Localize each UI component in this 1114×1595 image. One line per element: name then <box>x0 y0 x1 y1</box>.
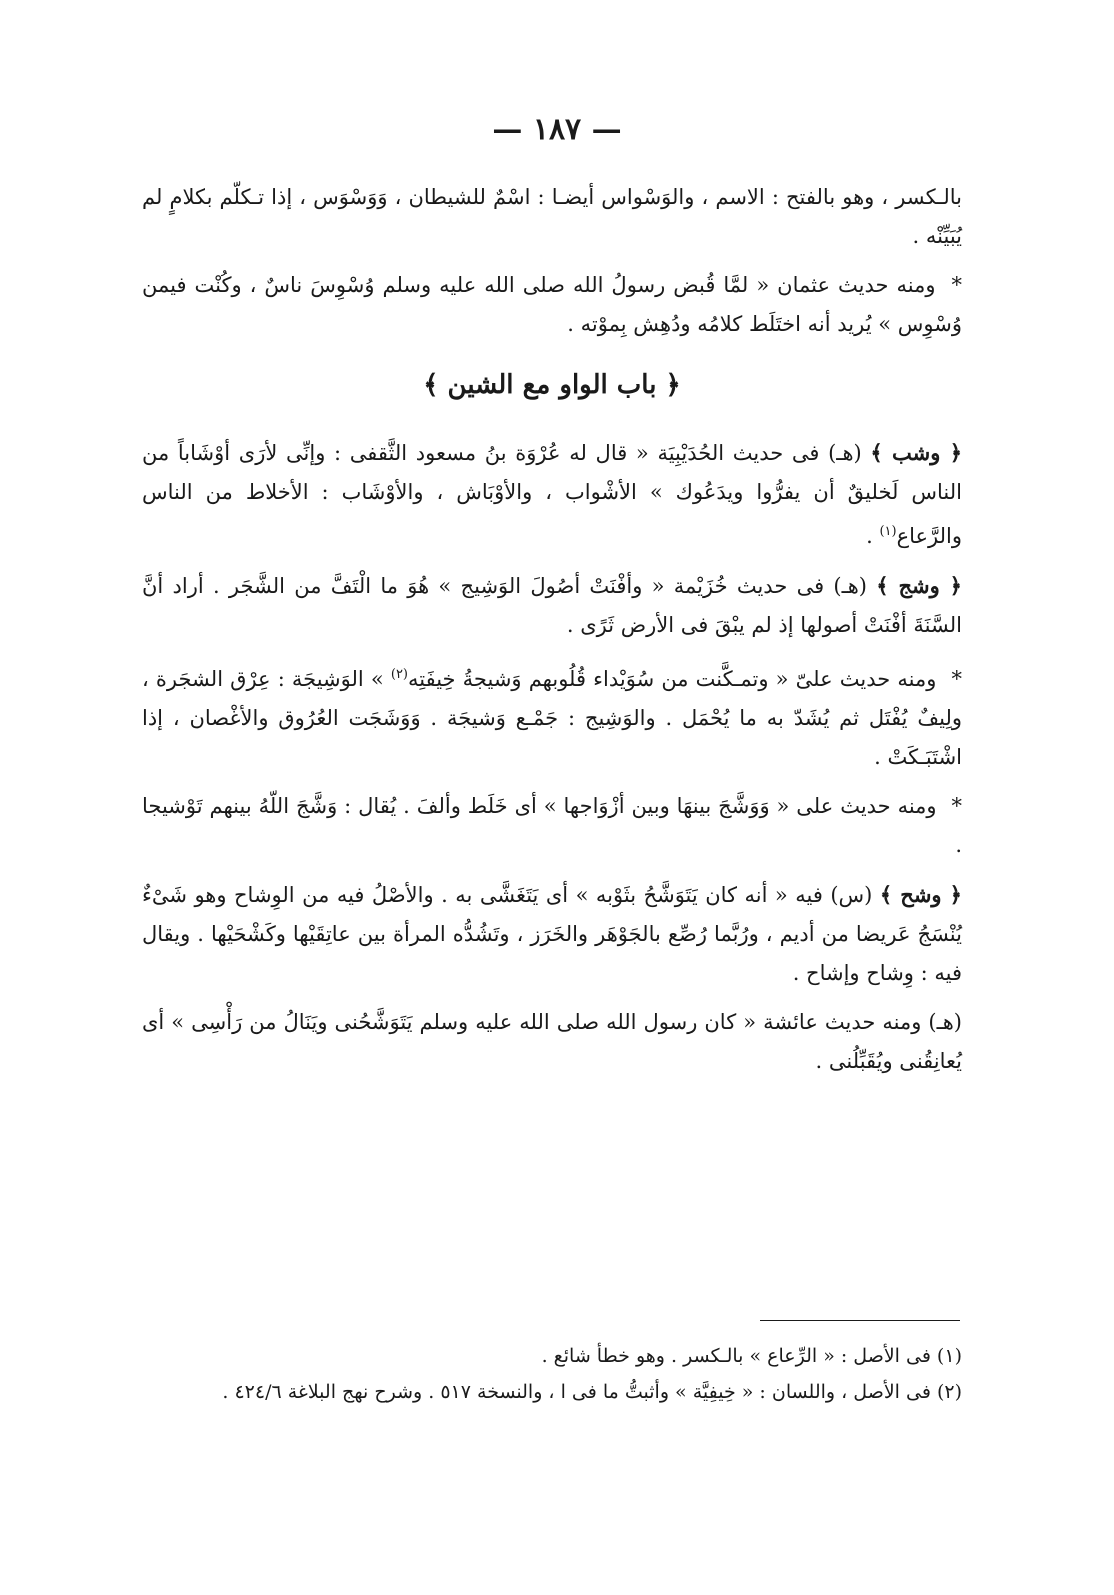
entry-text: ومنه حديث على « وَوَشَّجَ بينهَا وبين أزْوَاجها » أى خَلَط وألفَ . يُقال : وَشَّجَ اللّهُ بينهم تَوْشيجا . <box>142 794 962 857</box>
page-number: — ١٨٧ — <box>492 112 622 147</box>
paragraph-text: بالـكسر ، وهو بالفتح : الاسم ، والوَسْواس أيضـا : اسْمٌ للشيطان ، وَوَسْوَس ، إذا تـكلّم بكلامٍ لم يُبَيِّنْه . <box>142 185 962 248</box>
entry-lemma: ﴿ وشح ﴾ <box>879 882 962 907</box>
entry-washah <box>142 875 962 993</box>
paragraph-hadith-uthman <box>142 266 962 344</box>
footnote-1: (١) فى الأصل : « الرِّعاع » بالـكسر . وهو خطأ شائع . <box>541 1345 962 1367</box>
bullet-asterisk: * <box>951 273 962 297</box>
entry-washaj-sub1 <box>142 655 962 777</box>
entry-text: » الوَشِيجَة : عِرْق الشجَرة ، ولِيفٌ يُفْتَل ثم يُشَدّ به ما يُحْمَل . والوَشِيج : جَمْـع وَشيجَة . وَوَشَجَت العُرُوق والأغْصان ، إذا اشْتَبَـكَتْ . <box>142 667 962 769</box>
source-marker: (هـ) <box>928 1010 962 1034</box>
paragraph-waswas-end <box>142 178 962 256</box>
entry-washab: ﴿ وشب ﴾ (هـ) فى حديث الحُدَيْبِيَة « قال له عُرْوَة بنُ مسعود الثَّقفى : وإنِّى لأرَى أوْشَاباً من الناس لَخليقٌ أن يفرُّوا ويدَعُوك » الأشْواب ، والأوْبَاش ، والأوْشَاب : الأخلاط من الناس والرَّعاع$^{(١)}$ . <box>142 440 963 548</box>
entry-lemma: ﴿ وشج ﴾ <box>876 573 962 598</box>
entry-text: (س) فيه « أنه كان يَتَوَشَّحُ بثَوْبه » أى يَتَغَشَّى به . والأصْلُ فيه من الوِشاح وهو شَىْءٌ يُنْسَجُ عَريضا من أديم ، ورُبَّما رُصِّع بالجَوْهَر والخَرَز ، وتَشُدُّه المرأة بين عاتِقَيْها وكَشْحَيْها . ويقال فيه : وِشاح وإشاح . <box>142 883 962 985</box>
footnote-ref: (١) <box>879 524 897 539</box>
bullet-asterisk: * <box>951 667 962 691</box>
footnote-ref: (٢) <box>390 667 408 682</box>
section-heading: ﴿ باب الواو مع الشين ﴾ <box>423 370 681 400</box>
entry-washaj <box>142 566 962 645</box>
paragraph-text: ومنه حديث عثمان « لمَّا قُبض رسولُ الله صلى الله عليه وسلم وُسْوِسَ ناسٌ ، وكُنْت فيمن وُسْوِس » يُريد أنه اختَلَط كلامُه ودُهِش بِموْته . <box>142 273 962 336</box>
entry-text: (هـ) فى حديث الحُدَيْبِيَة « قال له عُرْوَة بنُ مسعود الثَّقفى : وإنِّى لأرَى أوْشَاباً من الناس لَخليقٌ أن يفرُّوا ويدَعُوك » الأشْواب ، والأوْبَاش ، والأوْشَاب : الأخلاط من الناس والرَّعاع <box>142 441 962 548</box>
footnote-separator <box>760 1320 960 1321</box>
entry-lemma: ﴿ وشب ﴾ <box>870 440 963 465</box>
footnotes <box>142 1338 962 1410</box>
entry-washah-sub <box>142 1003 962 1081</box>
entry-washaj-sub2 <box>142 787 962 865</box>
footnote-2: (٢) فى الأصل ، واللسان : « خِيفِيَّة » وأثبتُّ ما فى ا ، والنسخة ٥١٧ . وشرح نهج البلاغة ٤٢٤/٦ . <box>222 1381 962 1403</box>
entry-text: (هـ) فى حديث خُزَيْمة « وأفْنَتْ أصُولَ الوَشِيج » هُوَ ما الْتَفَّ من الشَّجَر . أراد أنَّ السَّنَةَ أفْنَتْ أصولها إذ لم يبْقَ فى الأرض ثَرًى . <box>142 574 962 637</box>
bullet-asterisk: * <box>951 794 962 818</box>
entry-text: ومنه حديث علىّ « وتمـكَّنت من سُوَيْداء قُلُوبهم وَشيجةُ خِيفَتِه <box>408 667 937 691</box>
main-text <box>142 178 962 1091</box>
entry-text: ومنه حديث عائشة « كان رسول الله صلى الله عليه وسلم يَتَوَشَّحُنى ويَنَالُ من رَأْسِى » أى يُعانِقُنى ويُقَبِّلُنى . <box>142 1010 962 1073</box>
